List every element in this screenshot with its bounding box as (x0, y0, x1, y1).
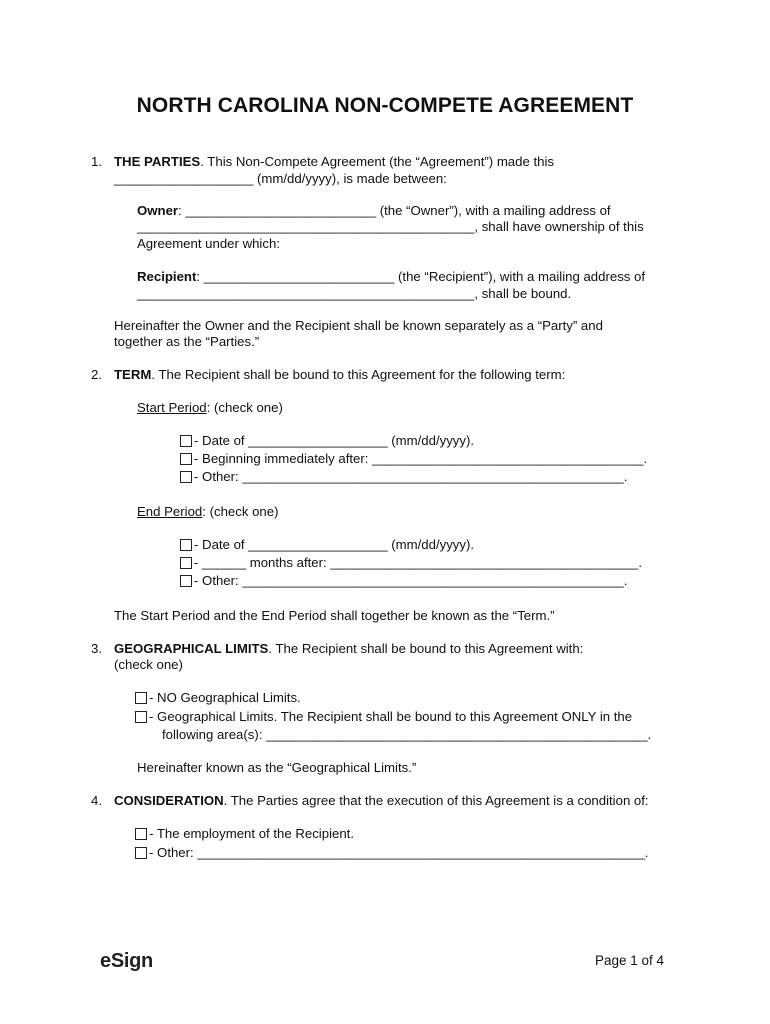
start-immediately-field[interactable]: - Beginning immediately after: _____________________________________. (194, 451, 648, 466)
consideration-employment-checkbox[interactable] (135, 828, 147, 840)
end-months-checkbox[interactable] (180, 557, 192, 569)
section-2-number: 2. (91, 367, 102, 382)
geo-option-limits (135, 708, 632, 725)
section-3-number: 3. (91, 641, 102, 656)
owner-label: Owner (137, 203, 179, 218)
end-option-months (180, 554, 642, 571)
parties-definition-line-1: Hereinafter the Owner and the Recipient shall be known separately as a “Party” and (114, 318, 603, 333)
start-period-title: Start Period (137, 400, 207, 415)
section-1-intro-text: . This Non-Compete Agreement (the “Agreement”) made this (200, 154, 554, 169)
start-immediately-checkbox[interactable] (180, 453, 192, 465)
section-2-intro-text: . The Recipient shall be bound to this Agreement for the following term: (151, 367, 566, 382)
section-1-number: 1. (91, 154, 102, 169)
document-title: NORTH CAROLINA NON-COMPETE AGREEMENT (136, 94, 634, 117)
end-period-title: End Period (137, 504, 203, 519)
section-3-intro-text: . The Recipient shall be bound to this Agreement with: (268, 641, 584, 656)
geo-area-field[interactable]: following area(s): ____________________________________________________. (162, 727, 652, 742)
start-date-checkbox[interactable] (180, 435, 192, 447)
owner-name-field[interactable]: : __________________________ (the “Owner”), with a mailing address of (178, 203, 611, 218)
end-other-checkbox[interactable] (180, 575, 192, 587)
geo-limits-label: - Geographical Limits. The Recipient shall be bound to this Agreement ONLY in the (149, 709, 633, 724)
section-4-intro (114, 792, 649, 809)
end-period-instruction: : (check one) (202, 504, 279, 519)
geo-option-none (135, 689, 301, 706)
recipient-name-field[interactable]: : __________________________ (the “Recipient”), with a mailing address of (196, 269, 646, 284)
recipient-address-field[interactable]: ______________________________________________, shall be bound. (137, 286, 572, 301)
section-3-intro (114, 640, 583, 657)
section-2-heading: TERM (114, 367, 152, 382)
section-2-intro (114, 366, 565, 383)
consideration-other-field[interactable]: - Other: _____________________________________________________________. (149, 845, 649, 860)
geo-limits-checkbox[interactable] (135, 711, 147, 723)
start-option-immediately (180, 450, 647, 467)
geo-none-checkbox[interactable] (135, 692, 147, 704)
consideration-other-checkbox[interactable] (135, 847, 147, 859)
section-3-check-one: (check one) (114, 657, 183, 672)
recipient-line-1 (137, 268, 645, 285)
start-date-field[interactable]: - Date of ___________________ (mm/dd/yyyy). (194, 433, 475, 448)
section-4-number: 4. (91, 793, 102, 808)
geo-definition: Hereinafter known as the “Geographical Limits.” (137, 760, 417, 775)
end-date-field[interactable]: - Date of ___________________ (mm/dd/yyyy). (194, 537, 475, 552)
section-3-heading: GEOGRAPHICAL LIMITS (114, 641, 269, 656)
consideration-option-employment (135, 825, 354, 842)
section-4-heading: CONSIDERATION (114, 793, 224, 808)
agreement-date-field[interactable]: ___________________ (mm/dd/yyyy), is made between: (114, 171, 447, 186)
end-period-label (137, 503, 278, 520)
start-option-other (180, 468, 627, 485)
consideration-employment-label: - The employment of the Recipient. (149, 826, 354, 841)
owner-address-field[interactable]: ______________________________________________, shall have ownership of this (137, 219, 644, 234)
end-other-field[interactable]: - Other: ____________________________________________________. (194, 573, 628, 588)
end-date-checkbox[interactable] (180, 539, 192, 551)
esign-logo: eSign (100, 950, 153, 972)
owner-line-1 (137, 202, 611, 219)
end-option-date (180, 536, 474, 553)
section-1-intro (114, 153, 554, 170)
parties-definition-line-2: together as the “Parties.” (114, 334, 260, 349)
section-4-intro-text: . The Parties agree that the execution of this Agreement is a condition of: (223, 793, 649, 808)
start-period-instruction: : (check one) (206, 400, 283, 415)
start-other-checkbox[interactable] (180, 471, 192, 483)
end-option-other (180, 572, 627, 589)
consideration-option-other (135, 844, 648, 861)
start-option-date (180, 432, 474, 449)
start-period-label (137, 399, 283, 416)
term-definition: The Start Period and the End Period shall together be known as the “Term.” (114, 608, 555, 623)
end-months-field[interactable]: - ______ months after: __________________________________________. (194, 555, 643, 570)
page-number: Page 1 of 4 (595, 953, 665, 968)
section-1-heading: THE PARTIES (114, 154, 201, 169)
start-other-field[interactable]: - Other: ____________________________________________________. (194, 469, 628, 484)
owner-line-3: Agreement under which: (137, 236, 280, 251)
recipient-label: Recipient (137, 269, 197, 284)
geo-none-label: - NO Geographical Limits. (149, 690, 301, 705)
